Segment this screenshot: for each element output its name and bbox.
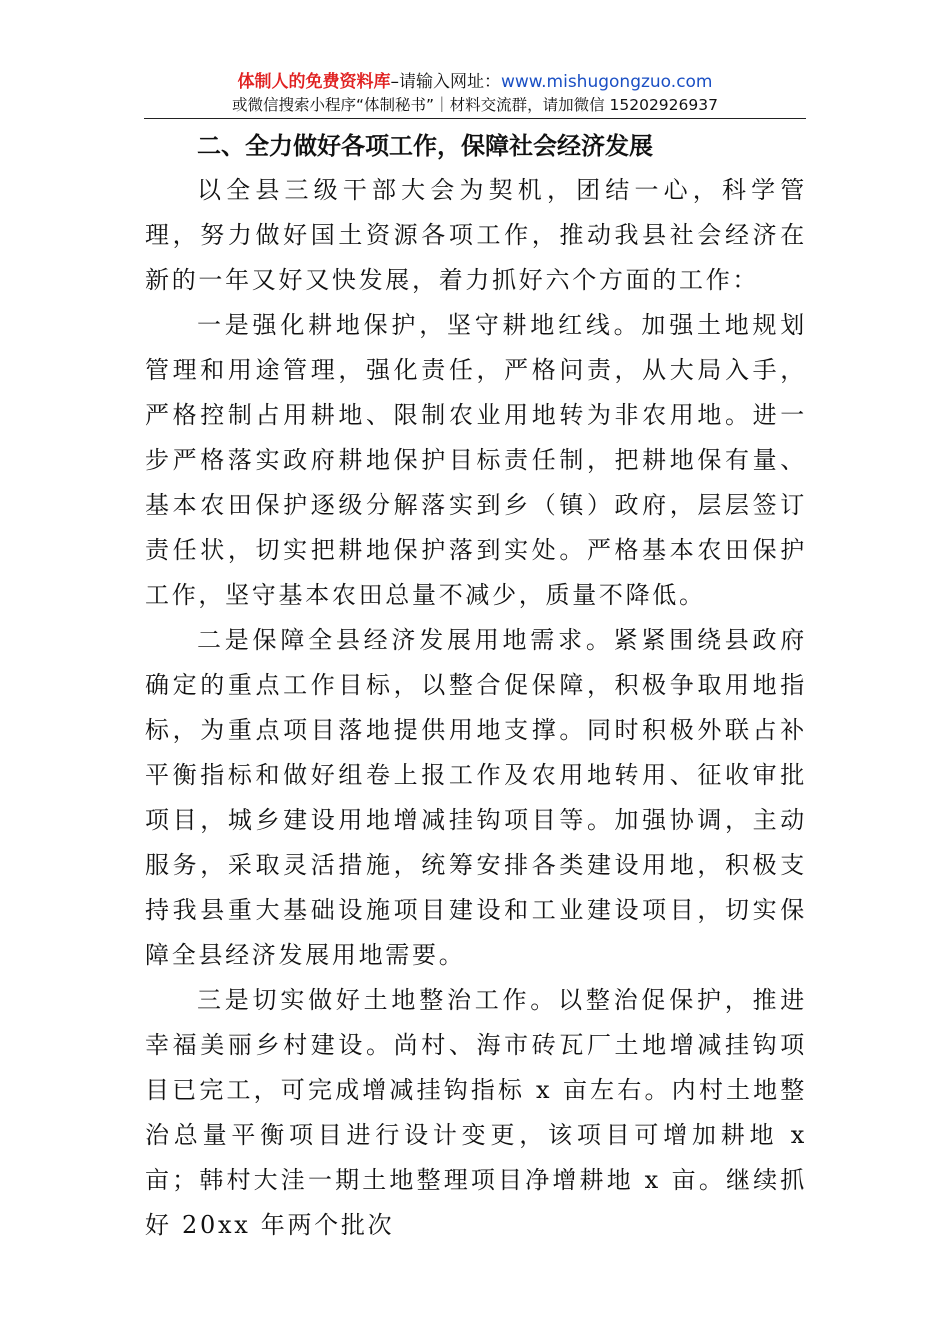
paragraph-land-use-demand: 二是保障全县经济发展用地需求。紧紧围绕县政府确定的重点工作目标，以整合促保障，积极争取用地指标，为重点项目落地提供用地支撑。同时积极外联占补平衡指标和做好组卷上报工作及农用地转用、征收审批项目，城乡建设用地增减挂钩项目等。加强协调，主动服务，采取灵活措施，统筹安排各类建设用地，积极支持我县重大基础设施项目建设和工业建设项目，切实保障全县经济发展用地需要。	[145, 626, 807, 969]
header-url-link[interactable]: www.mishugongzuo.com	[500, 72, 713, 92]
header-contact-line: 或微信搜索小程序“体制秘书”｜材料交流群，请加微信 15202926937	[232, 96, 718, 114]
paragraph-intro: 以全县三级干部大会为契机，团结一心，科学管理，努力做好国土资源各项工作，推动我县社会经济在新的一年又好又快发展，着力抓好六个方面的工作：	[145, 176, 807, 294]
document-body	[145, 124, 807, 1248]
page-header	[144, 70, 806, 116]
header-brand: 体制人的免费资料库	[237, 72, 391, 92]
header-promo-line	[144, 70, 806, 94]
section-title: 二、全力做好各项工作，保障社会经济发展	[197, 132, 653, 160]
header-tip: –请输入网址：	[390, 72, 501, 92]
paragraph-farmland-protection: 一是强化耕地保护，坚守耕地红线。加强土地规划管理和用途管理，强化责任，严格问责，从大局入手，严格控制占用耕地、限制农业用地转为非农用地。进一步严格落实政府耕地保护目标责任制，把耕地保有量、基本农田保护逐级分解落实到乡（镇）政府，层层签订责任状，切实把耕地保护落到实处。严格基本农田保护工作，坚守基本农田总量不减少，质量不降低。	[145, 311, 807, 609]
header-divider	[144, 118, 806, 119]
paragraph-land-remediation: 三是切实做好土地整治工作。以整治促保护，推进幸福美丽乡村建设。尚村、海市砖瓦厂土地增减挂钩项目已完工，可完成增减挂钩指标 x 亩左右。内村土地整治总量平衡项目进行设计变更，该项目可增加耕地 x 亩；韩村大洼一期土地整理项目净增耕地 x 亩。继续抓好 20xx 年两个批次	[145, 986, 807, 1239]
